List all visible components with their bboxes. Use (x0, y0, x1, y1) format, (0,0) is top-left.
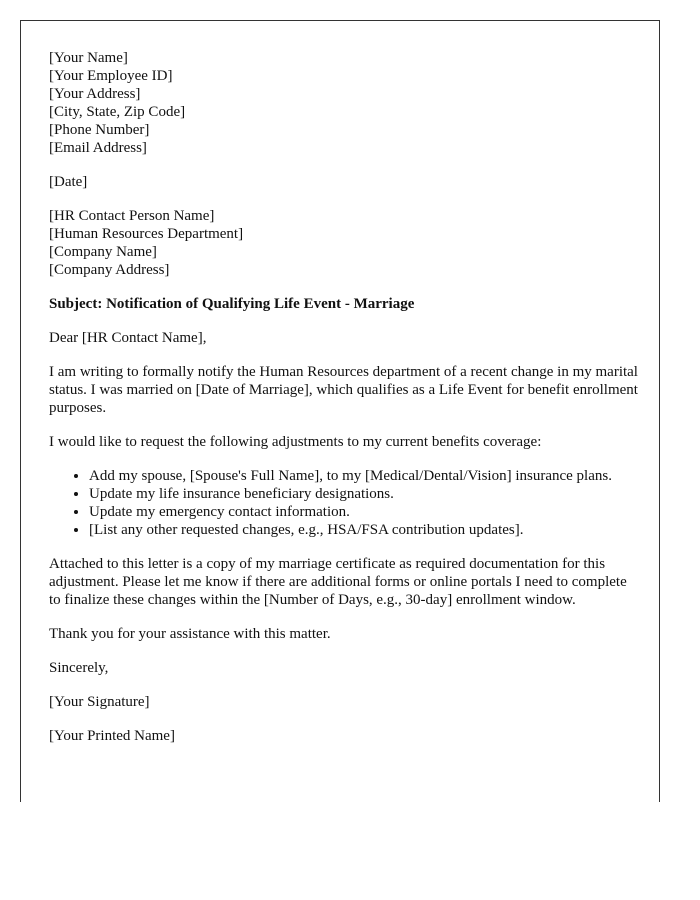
salutation: Dear [HR Contact Name], (49, 330, 207, 346)
signature: [Your Signature] (49, 694, 150, 710)
body-paragraph-request-lead: I would like to request the following adjustments to my current benefits coverage: (49, 434, 542, 450)
subject-line: Subject: Notification of Qualifying Life Event - Marriage (49, 296, 415, 312)
recipient-block (49, 207, 639, 279)
body-paragraph-attachment: Attached to this letter is a copy of my marriage certificate as required documentation for this adjustment. Please let me know if there are additional forms or online portals I need to complete to finalize these changes within the [Number of Days, e.g., 30-day] enrollment window. (49, 556, 627, 608)
sign-off: Sincerely, (49, 660, 109, 676)
recipient-contact-name: [HR Contact Person Name] (49, 208, 215, 224)
recipient-department: [Human Resources Department] (49, 226, 244, 242)
body-paragraph-thanks: Thank you for your assistance with this matter. (49, 626, 331, 642)
recipient-company-name: [Company Name] (49, 244, 157, 260)
list-item: • Update my life insurance beneficiary designations. (89, 485, 639, 503)
body-paragraph-intro: I am writing to formally notify the Human Resources department of a recent change in my marital status. I was married on [Date of Marriage], which qualifies as a Life Event for benefit enrollment purposes. (49, 364, 638, 416)
date-block (49, 173, 639, 191)
sender-employee-id: [Your Employee ID] (49, 68, 173, 84)
request-list (49, 467, 639, 539)
sender-city-state-zip: [City, State, Zip Code] (49, 104, 186, 120)
list-item: • Add my spouse, [Spouse's Full Name], to my [Medical/Dental/Vision] insurance plans. (89, 467, 639, 485)
sender-email: [Email Address] (49, 140, 147, 156)
letter-content (49, 49, 639, 761)
letter-date: [Date] (49, 174, 88, 190)
list-item: • Update my emergency contact information. (89, 503, 639, 521)
recipient-company-address: [Company Address] (49, 262, 170, 278)
sender-address: [Your Address] (49, 86, 141, 102)
letter-page (20, 20, 660, 802)
printed-name: [Your Printed Name] (49, 728, 175, 744)
sender-phone: [Phone Number] (49, 122, 150, 138)
sender-block (49, 49, 639, 157)
sender-name: [Your Name] (49, 50, 128, 66)
list-item: • [List any other requested changes, e.g., HSA/FSA contribution updates]. (89, 521, 639, 539)
